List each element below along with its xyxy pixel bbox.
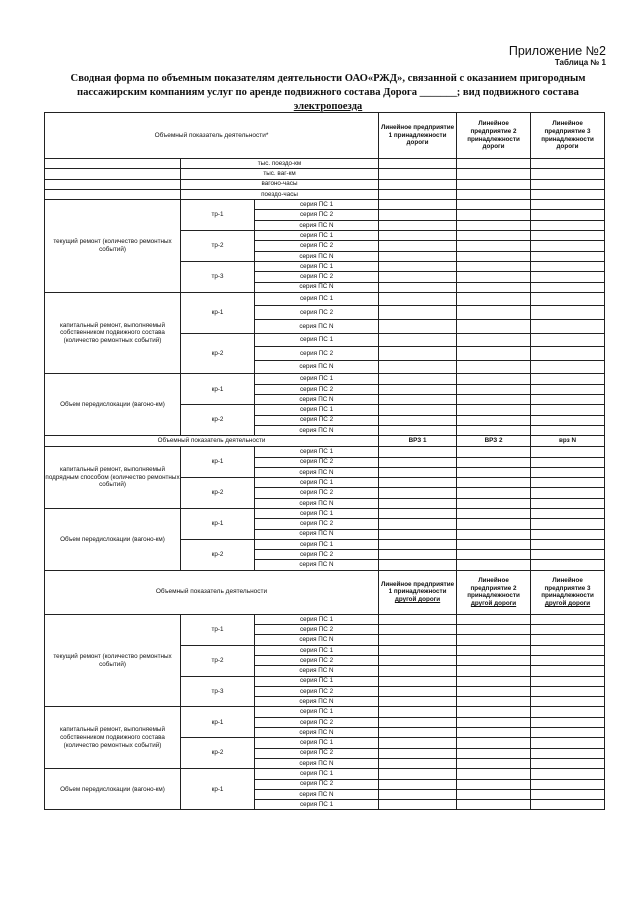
- series-label: серия ПС N: [255, 425, 379, 435]
- repair-type-label: кр-2: [181, 539, 255, 570]
- table-row: [45, 447, 605, 457]
- series-label: серия ПС 1: [255, 478, 379, 488]
- value-cell[interactable]: [457, 758, 531, 768]
- table-number: Таблица № 1: [554, 58, 606, 67]
- value-cell[interactable]: [531, 447, 605, 457]
- value-cell[interactable]: [531, 241, 605, 251]
- value-cell[interactable]: [379, 292, 457, 306]
- series-label: серия ПС 1: [255, 707, 379, 717]
- value-cell[interactable]: [457, 748, 531, 758]
- value-cell[interactable]: [457, 347, 531, 361]
- series-label: серия ПС 2: [255, 347, 379, 361]
- table-row: [45, 614, 605, 624]
- column-header-underline: другой дороги: [470, 599, 517, 607]
- value-cell[interactable]: [531, 789, 605, 799]
- value-cell[interactable]: [457, 384, 531, 394]
- value-cell[interactable]: [379, 169, 457, 179]
- repair-type-label: кр-1: [181, 707, 255, 738]
- repair-type-label: тр-1: [181, 614, 255, 645]
- value-cell[interactable]: [531, 560, 605, 570]
- value-cell[interactable]: [457, 488, 531, 498]
- value-cell[interactable]: [457, 800, 531, 810]
- table-row: [45, 292, 605, 306]
- value-cell[interactable]: [379, 748, 457, 758]
- value-cell[interactable]: [457, 717, 531, 727]
- indicator-group-label: Объем передислокации (вагоно-км): [45, 508, 181, 570]
- value-cell[interactable]: [531, 347, 605, 361]
- table-row: [45, 189, 605, 199]
- value-cell[interactable]: [379, 707, 457, 717]
- series-label: серия ПС 1: [255, 738, 379, 748]
- value-cell[interactable]: [379, 488, 457, 498]
- value-cell[interactable]: [379, 200, 457, 210]
- series-label: серия ПС 1: [255, 447, 379, 457]
- value-cell[interactable]: [531, 282, 605, 292]
- value-cell[interactable]: [379, 635, 457, 645]
- value-cell[interactable]: [531, 697, 605, 707]
- value-cell[interactable]: [457, 272, 531, 282]
- value-cell[interactable]: [457, 529, 531, 539]
- value-cell[interactable]: [379, 282, 457, 292]
- series-label: серия ПС 1: [255, 539, 379, 549]
- value-cell[interactable]: [457, 425, 531, 435]
- value-cell[interactable]: [457, 519, 531, 529]
- value-cell[interactable]: [457, 738, 531, 748]
- value-cell[interactable]: [379, 614, 457, 624]
- repair-type-label: тр-2: [181, 231, 255, 262]
- value-cell[interactable]: [379, 210, 457, 220]
- series-label: серия ПС N: [255, 320, 379, 334]
- value-cell[interactable]: [531, 635, 605, 645]
- document-title: [48, 72, 608, 114]
- value-cell[interactable]: [457, 769, 531, 779]
- column-header-main: Линейное предприятие 2 принадлежности: [467, 577, 520, 600]
- value-cell[interactable]: [457, 560, 531, 570]
- series-label: серия ПС N: [255, 251, 379, 261]
- column-header-main: Линейное предприятие 1 принадлежности: [380, 580, 455, 596]
- value-cell[interactable]: [457, 261, 531, 271]
- repair-type-label: кр-2: [181, 738, 255, 769]
- series-label: серия ПС 1: [255, 231, 379, 241]
- value-cell[interactable]: [379, 384, 457, 394]
- value-cell[interactable]: [379, 560, 457, 570]
- value-cell[interactable]: [457, 707, 531, 717]
- series-label: серия ПС 1: [255, 333, 379, 347]
- value-cell[interactable]: [531, 179, 605, 189]
- series-label: серия ПС 2: [255, 272, 379, 282]
- vrz-column-header: ВРЗ 2: [457, 436, 531, 447]
- indicator-header: Объемный показатель деятельности: [45, 436, 379, 447]
- repair-type-label: тр-3: [181, 261, 255, 292]
- value-cell[interactable]: [379, 347, 457, 361]
- series-label: серия ПС 2: [255, 550, 379, 560]
- value-cell[interactable]: [457, 200, 531, 210]
- value-cell[interactable]: [531, 676, 605, 686]
- value-cell[interactable]: [531, 374, 605, 384]
- indicator-group-label: капитальный ремонт, выполняемый собственником подвижного состава (количество ремонтных событий): [45, 707, 181, 769]
- value-cell[interactable]: [379, 159, 457, 169]
- value-cell[interactable]: [531, 498, 605, 508]
- value-cell[interactable]: [457, 550, 531, 560]
- value-cell[interactable]: [531, 488, 605, 498]
- value-cell[interactable]: [531, 159, 605, 169]
- indicator-group-label: капитальный ремонт, выполняемый собственником подвижного состава (количество ремонтных событий): [45, 292, 181, 374]
- value-cell[interactable]: [531, 395, 605, 405]
- value-cell[interactable]: [531, 539, 605, 549]
- repair-type-label: кр-1: [181, 292, 255, 333]
- repair-type-label: кр-2: [181, 478, 255, 509]
- series-label: серия ПС 2: [255, 241, 379, 251]
- series-label: серия ПС 2: [255, 488, 379, 498]
- value-cell[interactable]: [457, 779, 531, 789]
- value-cell[interactable]: [531, 457, 605, 467]
- repair-type-label: кр-1: [181, 769, 255, 810]
- value-cell[interactable]: [531, 519, 605, 529]
- value-cell[interactable]: [379, 539, 457, 549]
- value-cell[interactable]: [457, 251, 531, 261]
- value-cell[interactable]: [379, 478, 457, 488]
- value-cell[interactable]: [531, 738, 605, 748]
- other-road-column-header: [531, 570, 605, 614]
- unit-label: тыс. ваг-км: [181, 169, 379, 179]
- value-cell[interactable]: [457, 395, 531, 405]
- value-cell[interactable]: [457, 478, 531, 488]
- value-cell[interactable]: [457, 676, 531, 686]
- value-cell[interactable]: [379, 728, 457, 738]
- value-cell[interactable]: [531, 360, 605, 374]
- value-cell[interactable]: [531, 717, 605, 727]
- series-label: серия ПС 1: [255, 508, 379, 518]
- value-cell[interactable]: [379, 272, 457, 282]
- value-cell[interactable]: [379, 241, 457, 251]
- value-cell[interactable]: [379, 360, 457, 374]
- series-label: серия ПС N: [255, 758, 379, 768]
- table-row: [45, 113, 605, 159]
- value-cell[interactable]: [457, 635, 531, 645]
- value-cell[interactable]: [379, 415, 457, 425]
- series-label: серия ПС N: [255, 529, 379, 539]
- value-cell[interactable]: [531, 384, 605, 394]
- unit-label: поездо-часы: [181, 189, 379, 199]
- value-cell[interactable]: [457, 159, 531, 169]
- repair-type-label: кр-1: [181, 374, 255, 405]
- value-cell[interactable]: [379, 508, 457, 518]
- value-cell[interactable]: [531, 320, 605, 334]
- series-label: серия ПС 2: [255, 717, 379, 727]
- value-cell[interactable]: [531, 550, 605, 560]
- series-label: серия ПС N: [255, 728, 379, 738]
- value-cell[interactable]: [457, 666, 531, 676]
- enterprise-column-header: Линейное предприятие 1 принадлежности дороги: [379, 113, 457, 159]
- value-cell[interactable]: [457, 360, 531, 374]
- value-cell[interactable]: [531, 210, 605, 220]
- value-cell[interactable]: [457, 241, 531, 251]
- table-row: [45, 374, 605, 384]
- series-label: серия ПС 1: [255, 405, 379, 415]
- series-label: серия ПС 2: [255, 779, 379, 789]
- empty-cell: [45, 169, 181, 179]
- other-road-column-header: [379, 570, 457, 614]
- value-cell[interactable]: [531, 405, 605, 415]
- value-cell[interactable]: [457, 333, 531, 347]
- value-cell[interactable]: [379, 374, 457, 384]
- value-cell[interactable]: [457, 374, 531, 384]
- value-cell[interactable]: [379, 645, 457, 655]
- unit-label: вагоно-часы: [181, 179, 379, 189]
- value-cell[interactable]: [531, 758, 605, 768]
- value-cell[interactable]: [379, 655, 457, 665]
- repair-type-label: тр-1: [181, 200, 255, 231]
- table-row: [45, 169, 605, 179]
- series-label: серия ПС N: [255, 560, 379, 570]
- indicator-group-label: капитальный ремонт, выполняемый подрядным способом (количество ремонтных событий): [45, 447, 181, 509]
- series-label: серия ПС 1: [255, 261, 379, 271]
- series-label: серия ПС N: [255, 360, 379, 374]
- value-cell[interactable]: [457, 625, 531, 635]
- title-line-3: электропоезда: [293, 101, 363, 112]
- value-cell[interactable]: [531, 425, 605, 435]
- value-cell[interactable]: [457, 415, 531, 425]
- value-cell[interactable]: [379, 738, 457, 748]
- value-cell[interactable]: [457, 405, 531, 415]
- value-cell[interactable]: [531, 614, 605, 624]
- value-cell[interactable]: [531, 779, 605, 789]
- series-label: серия ПС 1: [255, 645, 379, 655]
- value-cell[interactable]: [379, 529, 457, 539]
- series-label: серия ПС N: [255, 467, 379, 477]
- value-cell[interactable]: [531, 728, 605, 738]
- table-row: [45, 159, 605, 169]
- column-header-underline: другой дороги: [544, 599, 591, 607]
- indicator-group-label: Объем передислокации (вагоно-км): [45, 374, 181, 436]
- repair-type-label: кр-2: [181, 405, 255, 436]
- value-cell[interactable]: [531, 333, 605, 347]
- value-cell[interactable]: [379, 789, 457, 799]
- empty-cell: [45, 189, 181, 199]
- value-cell[interactable]: [457, 686, 531, 696]
- value-cell[interactable]: [379, 717, 457, 727]
- value-cell[interactable]: [457, 614, 531, 624]
- value-cell[interactable]: [457, 210, 531, 220]
- series-label: серия ПС 1: [255, 200, 379, 210]
- summary-table: [44, 112, 605, 810]
- value-cell[interactable]: [379, 550, 457, 560]
- value-cell[interactable]: [457, 189, 531, 199]
- vrz-column-header: врз N: [531, 436, 605, 447]
- value-cell[interactable]: [531, 655, 605, 665]
- repair-type-label: кр-2: [181, 333, 255, 374]
- value-cell[interactable]: [457, 539, 531, 549]
- value-cell[interactable]: [379, 251, 457, 261]
- value-cell[interactable]: [379, 769, 457, 779]
- table-row: [45, 200, 605, 210]
- value-cell[interactable]: [531, 231, 605, 241]
- repair-type-label: тр-2: [181, 645, 255, 676]
- value-cell[interactable]: [531, 467, 605, 477]
- value-cell[interactable]: [457, 728, 531, 738]
- value-cell[interactable]: [531, 306, 605, 320]
- value-cell[interactable]: [457, 292, 531, 306]
- value-cell[interactable]: [379, 405, 457, 415]
- series-label: серия ПС 2: [255, 306, 379, 320]
- value-cell[interactable]: [457, 498, 531, 508]
- value-cell[interactable]: [379, 447, 457, 457]
- value-cell[interactable]: [531, 666, 605, 676]
- series-label: серия ПС 2: [255, 686, 379, 696]
- indicator-group-label: Объем передислокации (вагоно-км): [45, 769, 181, 810]
- value-cell[interactable]: [531, 220, 605, 230]
- value-cell[interactable]: [457, 447, 531, 457]
- series-label: серия ПС 2: [255, 625, 379, 635]
- value-cell[interactable]: [531, 169, 605, 179]
- indicator-group-label: текущий ремонт (количество ремонтных событий): [45, 614, 181, 707]
- column-header-main: Линейное предприятие 3 принадлежности: [541, 577, 594, 600]
- table-row: [45, 436, 605, 447]
- table-row: [45, 570, 605, 614]
- value-cell[interactable]: [457, 467, 531, 477]
- value-cell[interactable]: [457, 282, 531, 292]
- value-cell[interactable]: [531, 529, 605, 539]
- value-cell[interactable]: [379, 800, 457, 810]
- series-label: серия ПС 2: [255, 519, 379, 529]
- value-cell[interactable]: [379, 779, 457, 789]
- unit-label: тыс. поездо-км: [181, 159, 379, 169]
- value-cell[interactable]: [379, 333, 457, 347]
- indicator-group-label: текущий ремонт (количество ремонтных событий): [45, 200, 181, 293]
- value-cell[interactable]: [531, 272, 605, 282]
- series-label: серия ПС 1: [255, 292, 379, 306]
- series-label: серия ПС 1: [255, 676, 379, 686]
- title-line-1: Сводная форма по объемным показателям деятельности ОАО«РЖД», связанной с оказанием пригородным: [70, 73, 586, 84]
- appendix-label: Приложение №2: [508, 44, 606, 58]
- value-cell[interactable]: [379, 666, 457, 676]
- empty-cell: [45, 159, 181, 169]
- value-cell[interactable]: [379, 179, 457, 189]
- value-cell[interactable]: [531, 261, 605, 271]
- value-cell[interactable]: [379, 261, 457, 271]
- series-label: серия ПС N: [255, 220, 379, 230]
- empty-cell: [45, 179, 181, 189]
- value-cell[interactable]: [531, 645, 605, 655]
- value-cell[interactable]: [457, 789, 531, 799]
- series-label: серия ПС N: [255, 498, 379, 508]
- table-row: [45, 508, 605, 518]
- series-label: серия ПС 1: [255, 374, 379, 384]
- indicator-header: Объемный показатель деятельности: [45, 570, 379, 614]
- repair-type-label: тр-3: [181, 676, 255, 707]
- value-cell[interactable]: [457, 645, 531, 655]
- value-cell[interactable]: [457, 169, 531, 179]
- series-label: серия ПС 2: [255, 748, 379, 758]
- value-cell[interactable]: [457, 457, 531, 467]
- value-cell[interactable]: [379, 697, 457, 707]
- value-cell[interactable]: [457, 655, 531, 665]
- table-row: [45, 179, 605, 189]
- value-cell[interactable]: [457, 179, 531, 189]
- value-cell[interactable]: [531, 415, 605, 425]
- value-cell[interactable]: [457, 508, 531, 518]
- series-label: серия ПС 2: [255, 384, 379, 394]
- indicator-header: Объемный показатель деятельности*: [45, 113, 379, 159]
- value-cell[interactable]: [379, 320, 457, 334]
- series-label: серия ПС N: [255, 789, 379, 799]
- table-row: [45, 707, 605, 717]
- other-road-column-header: [457, 570, 531, 614]
- value-cell[interactable]: [379, 676, 457, 686]
- value-cell[interactable]: [531, 292, 605, 306]
- value-cell[interactable]: [379, 220, 457, 230]
- value-cell[interactable]: [457, 320, 531, 334]
- table-row: [45, 769, 605, 779]
- series-label: серия ПС 2: [255, 655, 379, 665]
- enterprise-column-header: Линейное предприятие 3 принадлежности дороги: [531, 113, 605, 159]
- series-label: серия ПС N: [255, 395, 379, 405]
- value-cell[interactable]: [457, 306, 531, 320]
- value-cell[interactable]: [379, 189, 457, 199]
- value-cell[interactable]: [457, 697, 531, 707]
- value-cell[interactable]: [531, 200, 605, 210]
- series-label: серия ПС N: [255, 635, 379, 645]
- value-cell[interactable]: [457, 231, 531, 241]
- series-label: серия ПС 2: [255, 457, 379, 467]
- value-cell[interactable]: [379, 498, 457, 508]
- value-cell[interactable]: [531, 800, 605, 810]
- value-cell[interactable]: [531, 189, 605, 199]
- value-cell[interactable]: [457, 220, 531, 230]
- repair-type-label: кр-1: [181, 447, 255, 478]
- series-label: серия ПС N: [255, 282, 379, 292]
- value-cell[interactable]: [379, 457, 457, 467]
- vrz-column-header: ВРЗ 1: [379, 436, 457, 447]
- value-cell[interactable]: [379, 625, 457, 635]
- value-cell[interactable]: [379, 425, 457, 435]
- value-cell[interactable]: [379, 395, 457, 405]
- value-cell[interactable]: [379, 519, 457, 529]
- series-label: серия ПС 1: [255, 614, 379, 624]
- value-cell[interactable]: [531, 478, 605, 488]
- title-line-2: пассажирским компаниям услуг по аренде подвижного состава Дорога _______; вид подвижного состава: [77, 87, 579, 98]
- value-cell[interactable]: [379, 686, 457, 696]
- series-label: серия ПС 1: [255, 800, 379, 810]
- value-cell[interactable]: [531, 769, 605, 779]
- repair-type-label: кр-1: [181, 508, 255, 539]
- series-label: серия ПС 1: [255, 769, 379, 779]
- column-header-underline: другой дороги: [394, 596, 441, 604]
- series-label: серия ПС 2: [255, 210, 379, 220]
- series-label: серия ПС 2: [255, 415, 379, 425]
- value-cell[interactable]: [379, 306, 457, 320]
- enterprise-column-header: Линейное предприятие 2 принадлежности дороги: [457, 113, 531, 159]
- value-cell[interactable]: [531, 625, 605, 635]
- value-cell[interactable]: [379, 758, 457, 768]
- value-cell[interactable]: [379, 467, 457, 477]
- value-cell[interactable]: [531, 748, 605, 758]
- value-cell[interactable]: [531, 707, 605, 717]
- value-cell[interactable]: [531, 251, 605, 261]
- value-cell[interactable]: [531, 508, 605, 518]
- value-cell[interactable]: [379, 231, 457, 241]
- value-cell[interactable]: [531, 686, 605, 696]
- series-label: серия ПС N: [255, 697, 379, 707]
- series-label: серия ПС N: [255, 666, 379, 676]
